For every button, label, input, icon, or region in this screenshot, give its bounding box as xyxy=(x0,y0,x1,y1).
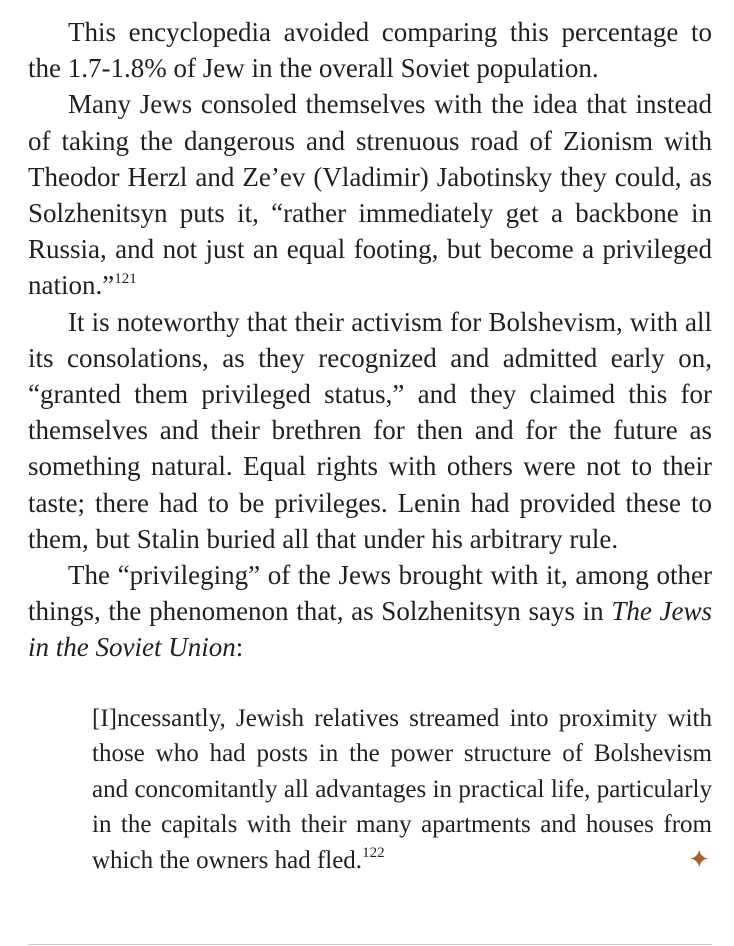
paragraph-3 xyxy=(28,304,712,557)
block-quote-text: [I]ncessantly, Jewish relatives streamed into proximity with those who had posts in the power structure of Bolshevism and concomitantly all advantages in practical life, particularly in the capitals with their many apartments and houses from which the owners had fled. xyxy=(92,704,712,875)
page-bottom-rule xyxy=(28,944,712,945)
paragraph-4-colon: : xyxy=(235,632,244,663)
end-ornament-icon: ✦ xyxy=(688,844,710,874)
paragraph-2 xyxy=(28,86,712,303)
paragraph-1 xyxy=(28,14,712,86)
paragraph-2-text: Many Jews consoled themselves with the idea that instead of taking the dangerous and strenuous road of Zionism with Theodor Herzl and Ze’ev (Vladimir) Jabotinsky they could, as Solzhenitsyn puts it, “rather immediately get a backbone in Russia, and not just an equal footing, but become a privileged nation.” xyxy=(28,89,712,301)
paragraph-4-text: The “privileging” of the Jews brought with it, among other things, the phenomenon that, as Solzhenitsyn says in xyxy=(28,560,712,627)
block-quote xyxy=(92,701,712,879)
paragraph-3-text: It is noteworthy that their activism for Bolshevism, with all its consolations, as they recognized and admitted early on, “granted them privileged status,” and they claimed this for themselves and their brethren for then and for the future as something natural. Equal rights with others were not to their taste; there had to be privileges. Lenin had provided these to them, but Stalin buried all that under his arbitrary rule. xyxy=(28,306,712,554)
footnote-ref-122[interactable]: 122 xyxy=(362,844,385,861)
paragraph-1-text: This encyclopedia avoided comparing this percentage to the 1.7-1.8% of Jew in the overall Soviet population. xyxy=(28,17,712,84)
book-title: The Jews in the Soviet Union xyxy=(28,596,712,663)
paragraph-4 xyxy=(28,557,712,666)
document-body xyxy=(28,14,712,879)
footnote-ref-121[interactable]: 121 xyxy=(114,271,137,288)
